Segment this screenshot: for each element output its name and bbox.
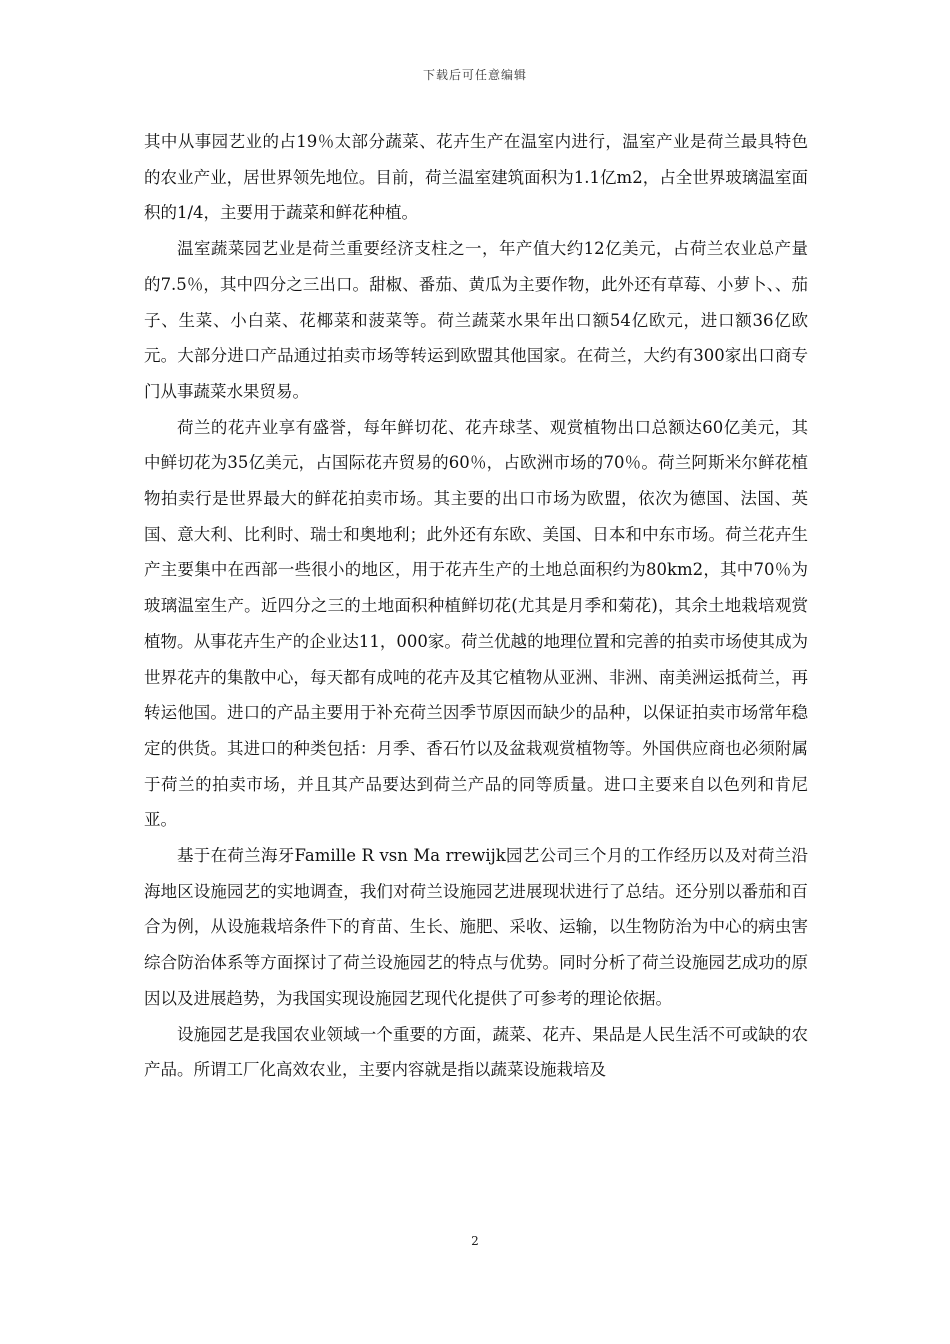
paragraph-study-summary: 基于在荷兰海牙Famille R vsn Ma rrewijk园艺公司三个月的工作经历以及对荷兰沿海地区设施园艺的实地调查，我们对荷兰设施园艺进展现状进行了总结。还分别以番茄和百合为例，从设施栽培条件下的育苗、生长、施肥、采收、运输，以生物防治为中心的病虫害综合防治体系等方面探讨了荷兰设施园艺的特点与优势。同时分析了荷兰设施园艺成功的原因以及进展趋势，为我国实现设施园艺现代化提供了可参考的理论依据。 bbox=[144, 846, 808, 1008]
page-number: 2 bbox=[471, 1234, 479, 1248]
paragraph-facility-horticulture: 设施园艺是我国农业领域一个重要的方面，蔬菜、花卉、果品是人民生活不可或缺的农产品。所谓工厂化高效农业，主要内容就是指以蔬菜设施栽培及 bbox=[144, 1024, 808, 1080]
page-header: 下载后可任意编辑 bbox=[422, 68, 527, 82]
document-body bbox=[144, 124, 808, 1088]
paragraph-continued: 其中从事园艺业的占19％太部分蔬菜、花卉生产在温室内进行，温室产业是荷兰最具特色的农业产业，居世界领先地位。目前，荷兰温室建筑面积为1.1亿m2，占全世界玻璃温室面积的1/4，主要用于蔬菜和鲜花种植。 bbox=[144, 132, 808, 223]
paragraph-flower-industry: 荷兰的花卉业享有盛誉，每年鲜切花、花卉球茎、观赏植物出口总额达60亿美元，其中鲜切花为35亿美元，占国际花卉贸易的60％，占欧洲市场的70％。荷兰阿斯米尔鲜花植物拍卖行是世界最大的鲜花拍卖市场。其主要的出口市场为欧盟，依次为德国、法国、英国、意大利、比利时、瑞士和奥地利；此外还有东欧、美国、日本和中东市场。荷兰花卉生产主要集中在西部一些很小的地区，用于花卉生产的土地总面积约为80km2，其中70％为玻璃温室生产。近四分之三的土地面积种植鲜切花(尤其是月季和菊花)，其余土地栽培观赏植物。从事花卉生产的企业达11，000家。荷兰优越的地理位置和完善的拍卖市场使其成为世界花卉的集散中心，每天都有成吨的花卉及其它植物从亚洲、非洲、南美洲运抵荷兰，再转运他国。进口的产品主要用于补充荷兰因季节原因而缺少的品种，以保证拍卖市场常年稳定的供货。其进口的种类包括：月季、香石竹以及盆栽观赏植物等。外国供应商也必须附属于荷兰的拍卖市场，并且其产品要达到荷兰产品的同等质量。进口主要来自以色列和肯尼亚。 bbox=[144, 417, 808, 830]
paragraph-vegetable-horticulture: 温室蔬菜园艺业是荷兰重要经济支柱之一，年产值大约12亿美元，占荷兰农业总产量的7.5％，其中四分之三出口。甜椒、番茄、黄瓜为主要作物，此外还有草莓、小萝卜、、茄子、生菜、小白菜、花椰菜和菠菜等。荷兰蔬菜水果年出口额54亿欧元，进口额36亿欧元。大部分进口产品通过拍卖市场等转运到欧盟其他国家。在荷兰，大约有300家出口商专门从事蔬菜水果贸易。 bbox=[144, 239, 808, 401]
